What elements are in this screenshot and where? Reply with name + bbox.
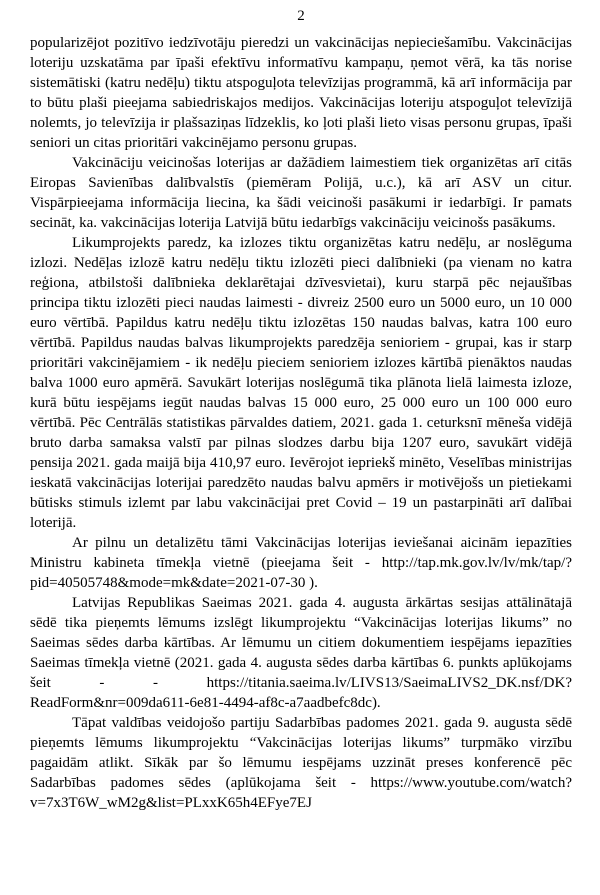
paragraph: Tāpat valdības veidojošo partiju Sadarbības padomes 2021. gada 9. augusta sēdē pieņemts lēmums likumprojektu “Vakcinācijas loterijas likums” turpmāko virzību pagaidām atlikt. Sīkāk par šo lēmumu iespējams uzzināt preses konferencē pēc Sadarbības padomes sēdes (aplūkojama šeit - https://www.youtube.com/watch?v=7x3T6W_wM2g&list=PLxxK65h4EFye7EJ xyxy=(30,715,572,811)
paragraph: Likumprojekts paredz, ka izlozes tiktu organizētas katru nedēļu, ar noslēguma izlozi. Nedēļas izlozē katru nedēļu tiktu izlozēti pieci dalībnieki (pa vienam no katra reģiona, atbilstoši dalībnieka deklarētajai dzīvesvietai), kuru starpā pēc nejaušības principa tiktu izlozēti pieci naudas laimesti - divreiz 2500 euro un 5000 euro, un 10 000 euro vērtībā. Papildus katru nedēļu tiktu izlozētas 150 naudas balvas, katra 100 euro vērtībā. Papildus naudas balvas likumprojekts paredzēja senioriem - grupai, kas ir starp prioritāri vakcinējamiem - ik nedēļu pieciem senioriem izlozes kārtībā pienāktos naudas balva 1000 euro apmērā. Savukārt loterijas noslēgumā tika plānota lielā laimesta izloze, kurā būtu iespējams iegūt naudas balvas 15 000 euro, 25 000 euro un 100 000 euro vērtībā. Pēc Centrālās statistikas pārvaldes datiem, 2021. gada 1. ceturksnī mēneša vidējā bruto darba samaksa valstī par pilnas slodzes darbu bija 1207 euro, savukārt vidējā pensija 2021. gada maijā bija 410,97 euro. Ievērojot iepriekš minēto, Veselības ministrijas ieskatā vakcinācijas loterijai paredzēto naudas balvu apmērs ir motivējošs un pietiekami būtisks stimuls izlemt par labu vakcinācijai pret Covid – 19 un pastarpināti arī dalībai loterijā. xyxy=(30,235,572,531)
page-number: 2 xyxy=(297,8,305,24)
paragraph: Vakcināciju veicinošas loterijas ar dažādiem laimestiem tiek organizētas arī citās Eiropas Savienības dalībvalstīs (piemēram Polijā, u.c.), kā arī ASV un citur. Vispārpieejama informācija liecina, ka šādi veicinoši pasākumi ir iedarbīgi. Ir pamats secināt, ka. vakcinācijas loterija Latvijā būtu iedarbīgs vakcināciju veicinošs pasākums. xyxy=(30,155,572,231)
paragraph: Latvijas Republikas Saeimas 2021. gada 4. augusta ārkārtas sesijas attālinātajā sēdē tika pieņemts lēmums izslēgt likumprojektu “Vakcinācijas loterijas likums” no Saeimas sēdes darba kārtības. Ar lēmumu un citiem dokumentiem iespējams iepazīties Saeimas tīmekļa vietnē (2021. gada 4. augusta sēdes darba kārtības 6. punkts aplūkojams šeit - - https://titania.saeima.lv/LIVS13/SaeimaLIVS2_DK.nsf/DK?ReadForm&nr=009da611-6e81-4494-af8c-a7aadbefc8dc). xyxy=(30,595,572,711)
paragraph: Ar pilnu un detalizētu tāmi Vakcinācijas loterijas ieviešanai aicinām iepazīties Ministru kabineta tīmekļa vietnē (pieejama šeit - http://tap.mk.gov.lv/lv/mk/tap/?pid=40505748&mode=mk&date=2021-07-30 ). xyxy=(30,535,572,591)
paragraph: popularizējot pozitīvo iedzīvotāju pieredzi un vakcinācijas nepieciešamību. Vakcinācijas loteriju uzskatāma par īpaši efektīvu informatīvu kampaņu, ņemot vērā, ka tās norise sistemātiski (katru nedēļu) tiktu atspoguļota televīzijas programmā, kā arī informācija par to būtu plaši pieejama sabiedriskajos medijos. Vakcinācijas loteriju atspoguļot televīzijā nolemts, jo televīzija ir plašsaziņas līdzeklis, ko ļoti plaši lieto visas personu grupas, īpaši seniori un citas prioritāri vakcinējamo personu grupas. xyxy=(30,35,572,151)
